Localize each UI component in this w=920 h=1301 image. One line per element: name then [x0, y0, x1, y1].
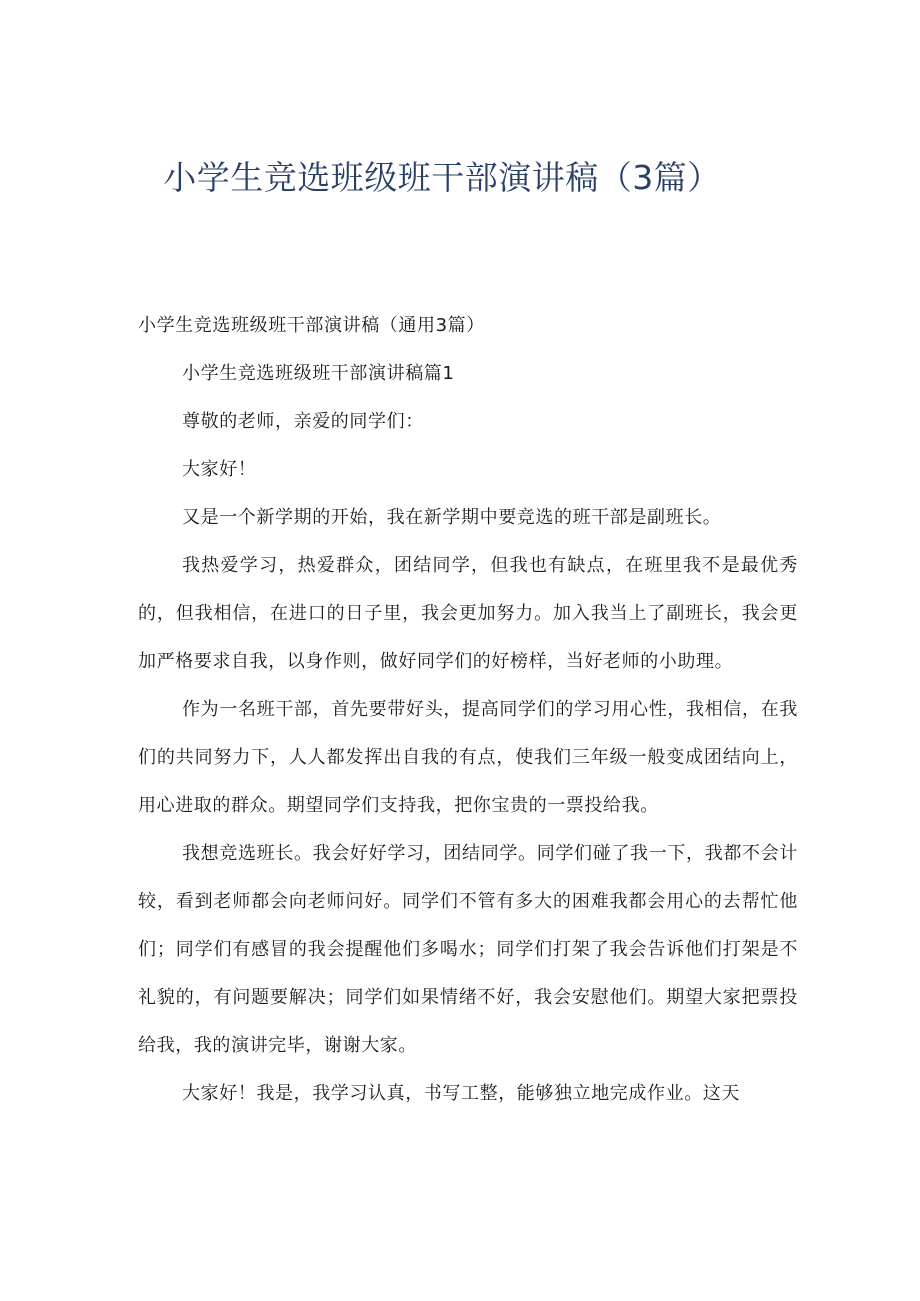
paragraph: 我热爱学习，热爱群众，团结同学，但我也有缺点，在班里我不是最优秀的，但我相信，在进口的日子里，我会更加努力。加入我当上了副班长，我会更加严格要求自我，以身作则，做好同学们的好榜样，当好老师的小助理。 [138, 555, 798, 672]
paragraph-salutation: 尊敬的老师，亲爱的同学们： [182, 411, 424, 432]
document-title: 小学生竞选班级班干部演讲稿（3篇） [163, 158, 721, 197]
paragraph-greeting: 大家好！ [182, 459, 257, 480]
paragraph: 作为一名班干部，首先要带好头，提高同学们的学习用心性，我相信，在我们的共同努力下，人人都发挥出自我的有点，使我们三年级一般变成团结向上，用心进取的群众。期望同学们支持我，把你宝贵的一票投给我。 [138, 699, 798, 816]
paragraph-heading: 小学生竞选班级班干部演讲稿（通用3篇） [138, 315, 485, 336]
paragraph-section-title: 小学生竞选班级班干部演讲稿篇1 [182, 363, 455, 384]
paragraph: 大家好！我是，我学习认真，书写工整，能够独立地完成作业。这天 [182, 1083, 740, 1104]
paragraph: 又是一个新学期的开始，我在新学期中要竞选的班干部是副班长。 [182, 507, 722, 528]
document-body [138, 302, 798, 1118]
paragraph: 我想竞选班长。我会好好学习，团结同学。同学们碰了我一下，我都不会计较，看到老师都会向老师问好。同学们不管有多大的困难我都会用心的去帮忙他们；同学们有感冒的我会提醒他们多喝水；同学们打架了我会告诉他们打架是不礼貌的，有问题要解决；同学们如果情绪不好，我会安慰他们。期望大家把票投给我，我的演讲完毕，谢谢大家。 [138, 843, 798, 1056]
